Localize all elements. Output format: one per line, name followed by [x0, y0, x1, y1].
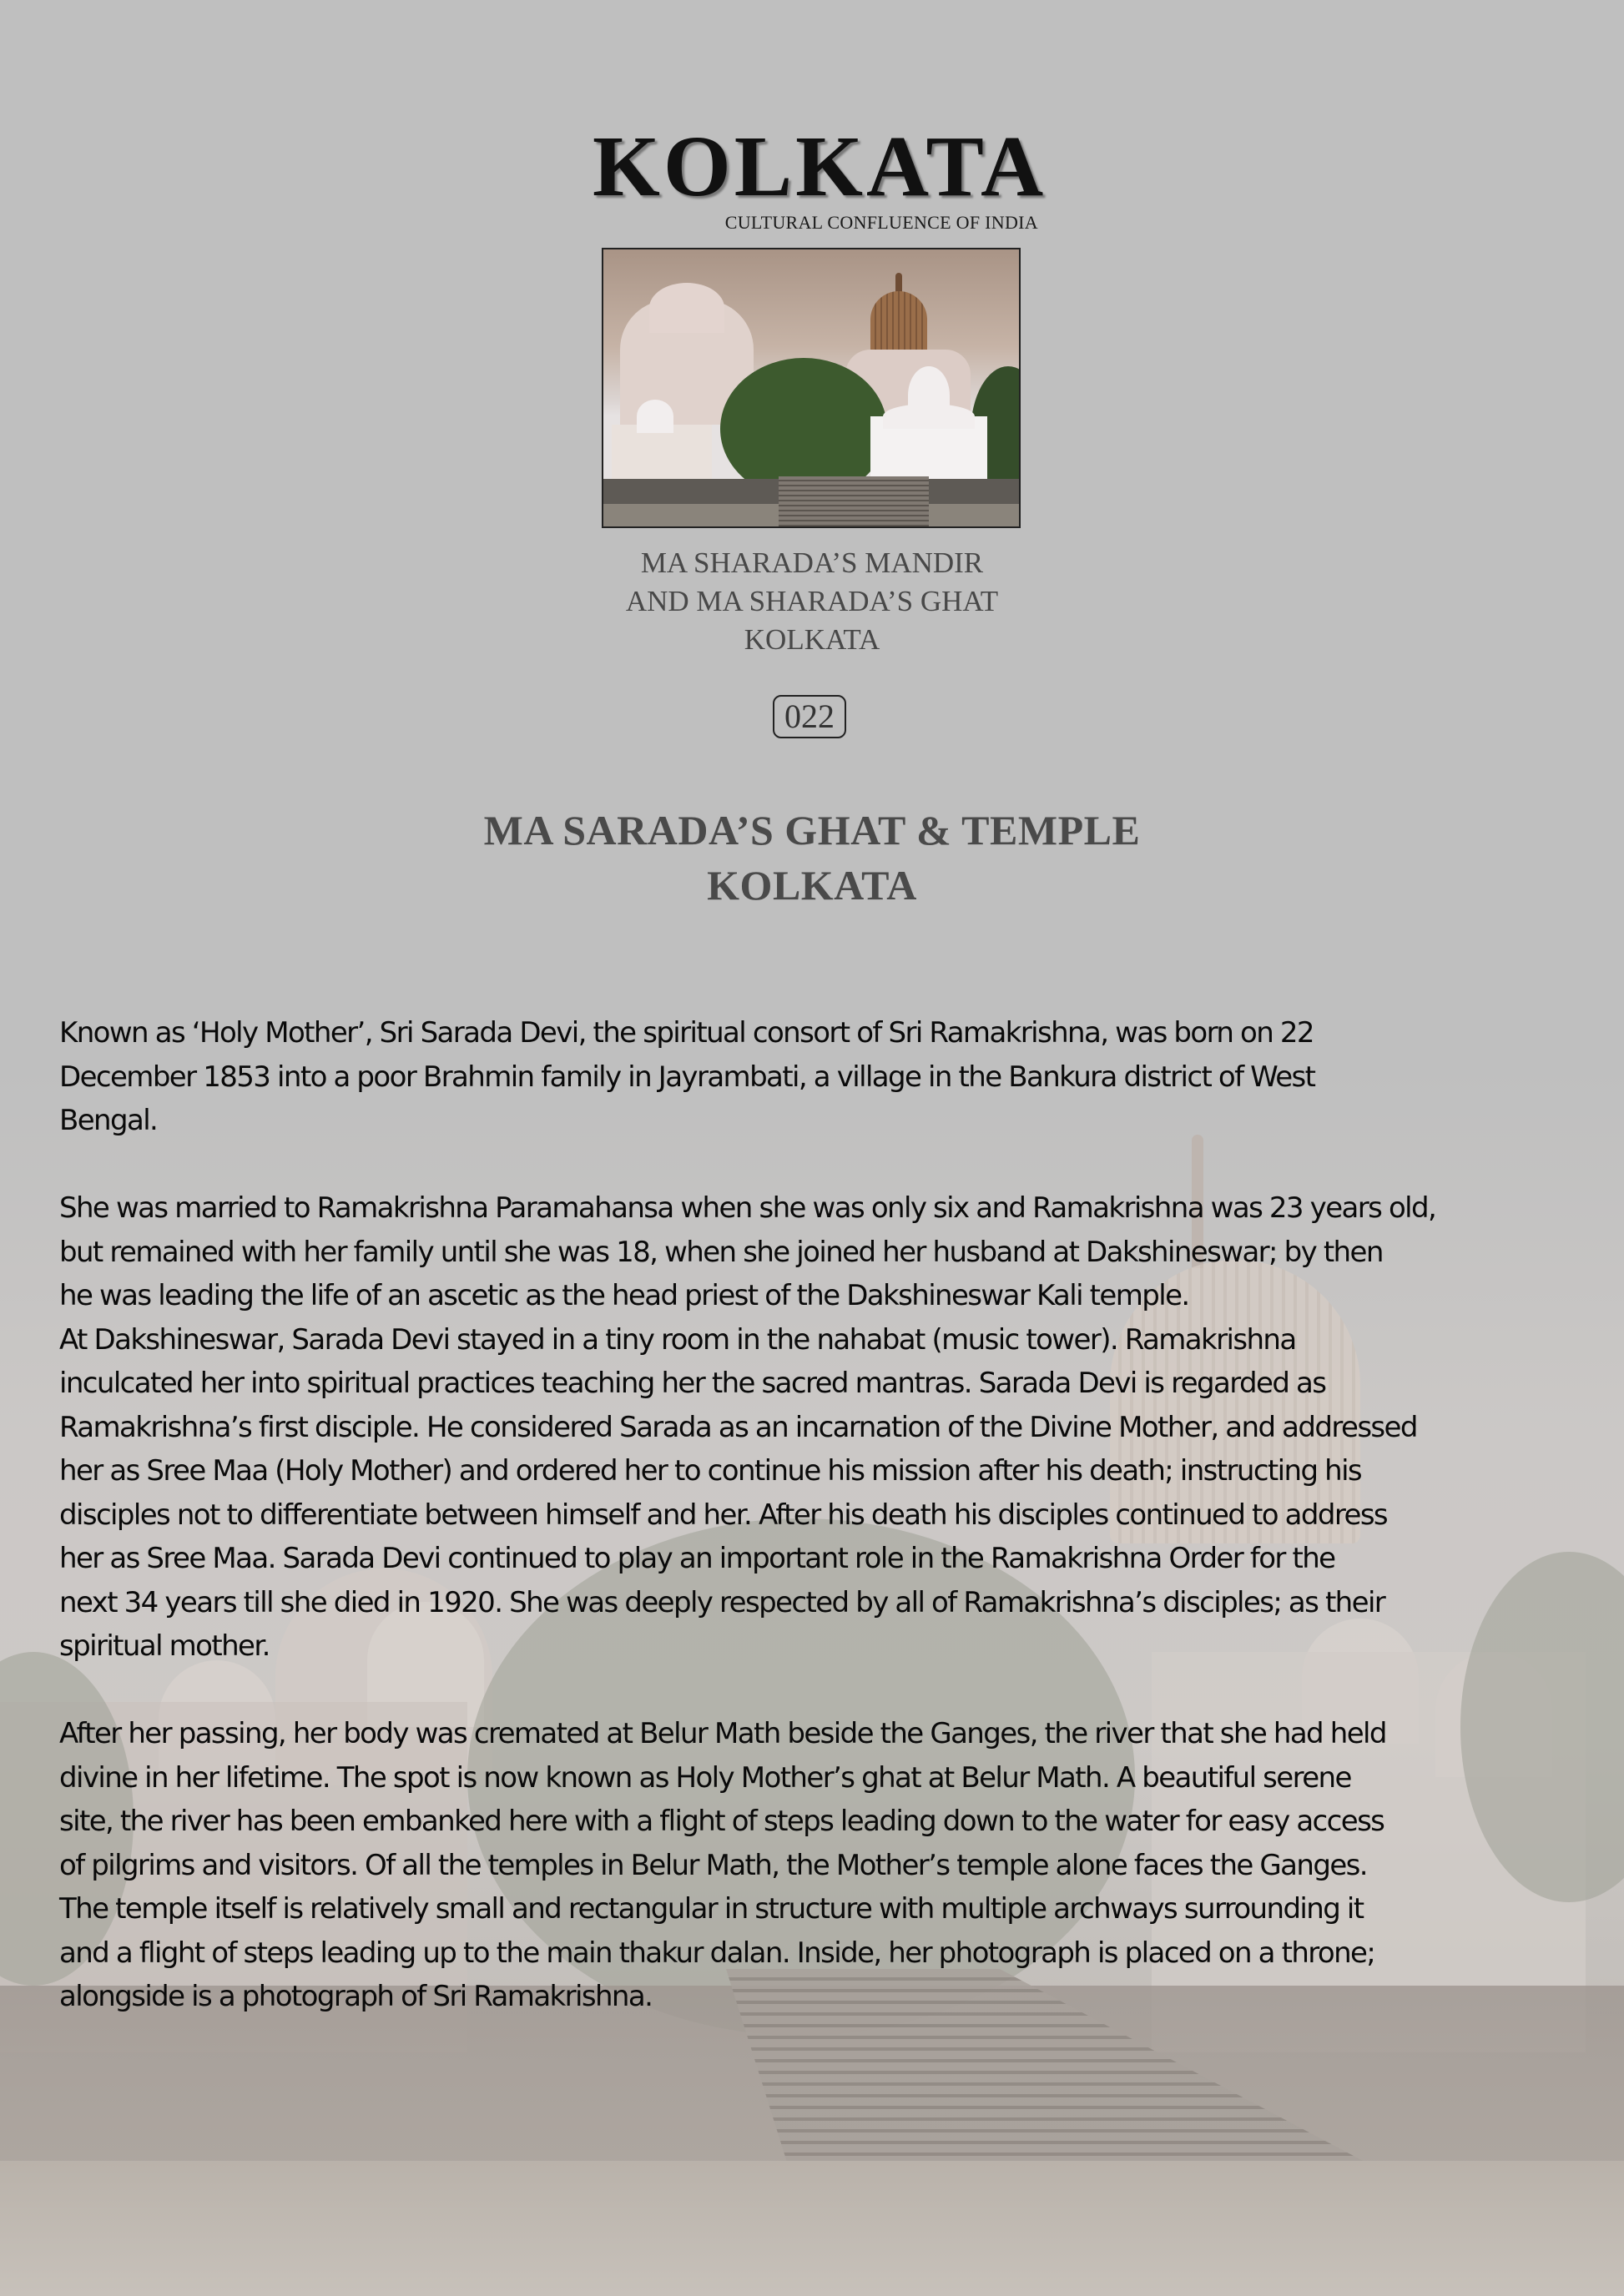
caption-line: AND MA SHARADA’S GHAT — [625, 585, 999, 617]
text-line: She was married to Ramakrishna Paramahansa when she was only six and Ramakrishna was 23 years old, — [59, 1191, 1436, 1225]
text-line: divine in her lifetime. The spot is now known as Holy Mother’s ghat at Belur Math. A beautiful serene — [59, 1760, 1351, 1795]
text-line: but remained with her family until she was 18, when she joined her husband at Dakshineswar; by then — [59, 1235, 1383, 1269]
text-line: Known as ‘Holy Mother’, Sri Sarada Devi, the spiritual consort of Sri Ramakrishna, was born on 22 — [59, 1016, 1314, 1050]
paragraph-1 — [59, 1011, 1595, 1143]
paragraph-2 — [59, 1186, 1595, 1669]
photo-pavilion-dome — [637, 400, 673, 433]
paragraph-spacer — [59, 1669, 1595, 1713]
text-line: After her passing, her body was cremated at Belur Math beside the Ganges, the river that she had held — [59, 1717, 1386, 1750]
text-line: The temple itself is relatively small and rectangular in structure with multiple archways surrounding it — [59, 1892, 1364, 1926]
photo-main-dome — [870, 291, 927, 358]
paragraph-spacer — [59, 1143, 1595, 1187]
section-heading-line: MA SARADA’S GHAT & TEMPLE — [483, 807, 1141, 853]
photo-ghat-steps — [779, 476, 929, 526]
section-heading — [334, 803, 1290, 913]
text-line: her as Sree Maa. Sarada Devi continued to play an important role in the Ramakrishna Order for the — [59, 1542, 1335, 1575]
text-line: he was leading the life of an ascetic as the head priest of the Dakshineswar Kali temple. — [59, 1279, 1189, 1312]
article-body — [59, 1011, 1595, 2019]
text-line: next 34 years till she died in 1920. She was deeply respected by all of Ramakrishna’s disciples; as their — [59, 1585, 1385, 1619]
text-line: and a flight of steps leading up to the main thakur dalan. Inside, her photograph is placed on a throne; — [59, 1936, 1375, 1970]
text-line: spiritual mother. — [59, 1629, 270, 1663]
photo-caption — [584, 544, 1040, 659]
masthead — [584, 118, 1052, 234]
text-line: Ramakrishna’s first disciple. He considered Sarada as an incarnation of the Divine Mother, and addressed — [59, 1410, 1417, 1444]
publication-subtitle: CULTURAL CONFLUENCE OF INDIA — [724, 212, 1038, 233]
background-river — [0, 2161, 1624, 2296]
page-number-badge: 022 — [773, 695, 846, 738]
text-line: site, the river has been embanked here with a flight of steps leading down to the water for easy access — [59, 1805, 1384, 1838]
caption-line: KOLKATA — [744, 623, 880, 656]
photo-mandir-domes — [883, 404, 975, 429]
text-line: disciples not to differentiate between himself and her. After his death his disciples continued to address — [59, 1498, 1388, 1532]
photo-left-pavilion — [612, 425, 712, 483]
text-line: December 1853 into a poor Brahmin family in Jayrambati, a village in the Bankura district of West — [59, 1060, 1315, 1094]
text-line: her as Sree Maa (Holy Mother) and ordered her to continue his mission after his death; instructing his — [59, 1454, 1362, 1488]
text-line: At Dakshineswar, Sarada Devi stayed in a tiny room in the nahabat (music tower). Ramakrishna — [59, 1322, 1296, 1357]
caption-line: MA SHARADA’S MANDIR — [640, 546, 984, 579]
paragraph-3 — [59, 1712, 1595, 2019]
text-line: inculcated her into spiritual practices teaching her the sacred mantras. Sarada Devi is regarded as — [59, 1367, 1326, 1400]
text-line: alongside is a photograph of Sri Ramakrishna. — [59, 1980, 653, 2013]
text-line: of pilgrims and visitors. Of all the temples in Belur Math, the Mother’s temple alone faces the Ganges. — [59, 1848, 1367, 1882]
text-line: Bengal. — [59, 1104, 158, 1137]
section-heading-line: KOLKATA — [707, 862, 917, 909]
publication-title: KOLKATA — [593, 118, 1047, 214]
featured-photo — [602, 248, 1021, 528]
photo-left-dome — [649, 283, 724, 333]
